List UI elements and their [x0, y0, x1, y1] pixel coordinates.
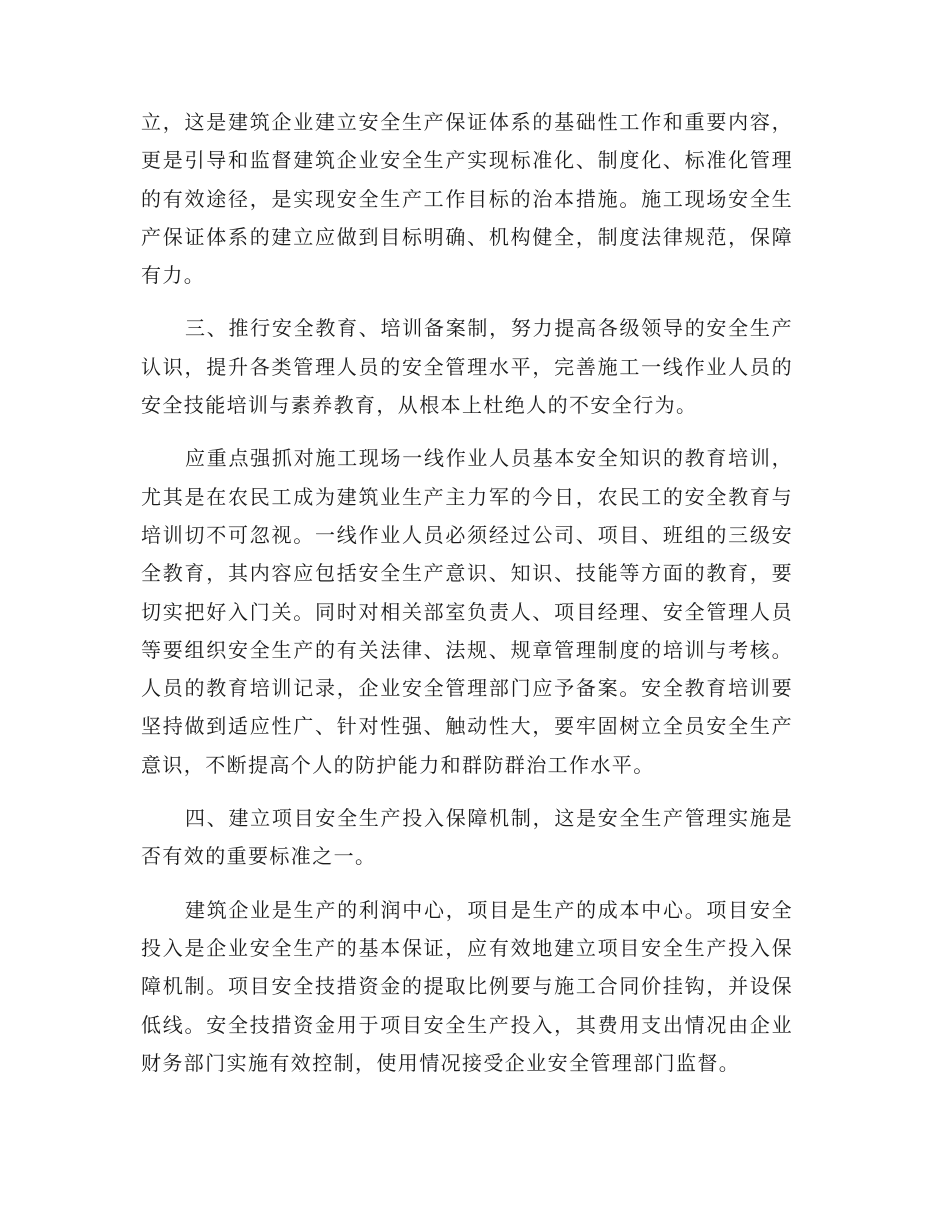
- paragraph-training-details: 应重点强抓对施工现场一线作业人员基本安全知识的教育培训，尤其是在农民工成为建筑业生产主力军的今日，农民工的安全教育与培训切不可忽视。一线作业人员必须经过公司、项目、班组的三级安全教育，其内容应包括安全生产意识、知识、技能等方面的教育，要切实把好入门关。同时对相关部室负责人、项目经理、安全管理人员等要组织安全生产的有关法律、法规、规章管理制度的培训与考核。人员的教育培训记录，企业安全管理部门应予备案。安全教育培训要坚持做到适应性广、针对性强、触动性大，要牢固树立全员安全生产意识，不断提高个人的防护能力和群防群治工作水平。: [141, 446, 793, 777]
- paragraph-section-three: 三、推行安全教育、培训备案制，努力提高各级领导的安全生产认识，提升各类管理人员的安全管理水平，完善施工一线作业人员的安全技能培训与素养教育，从根本上杜绝人的不安全行为。: [141, 316, 793, 418]
- document-body: [141, 103, 793, 1082]
- paragraph-section-four: 四、建立项目安全生产投入保障机制，这是安全生产管理实施是否有效的重要标准之一。: [141, 806, 793, 869]
- paragraph-investment-details: 建筑企业是生产的利润中心，项目是生产的成本中心。项目安全投入是企业安全生产的基本保证，应有效地建立项目安全生产投入保障机制。项目安全技措资金的提取比例要与施工合同价挂钩，并设保低线。安全技措资金用于项目安全生产投入，其费用支出情况由企业财务部门实施有效控制，使用情况接受企业安全管理部门监督。: [141, 897, 793, 1075]
- paragraph-continuation: 立，这是建筑企业建立安全生产保证体系的基础性工作和重要内容，更是引导和监督建筑企业安全生产实现标准化、制度化、标准化管理的有效途径，是实现安全生产工作目标的治本措施。施工现场安全生产保证体系的建立应做到目标明确、机构健全，制度法律规范，保障有力。: [141, 110, 793, 288]
